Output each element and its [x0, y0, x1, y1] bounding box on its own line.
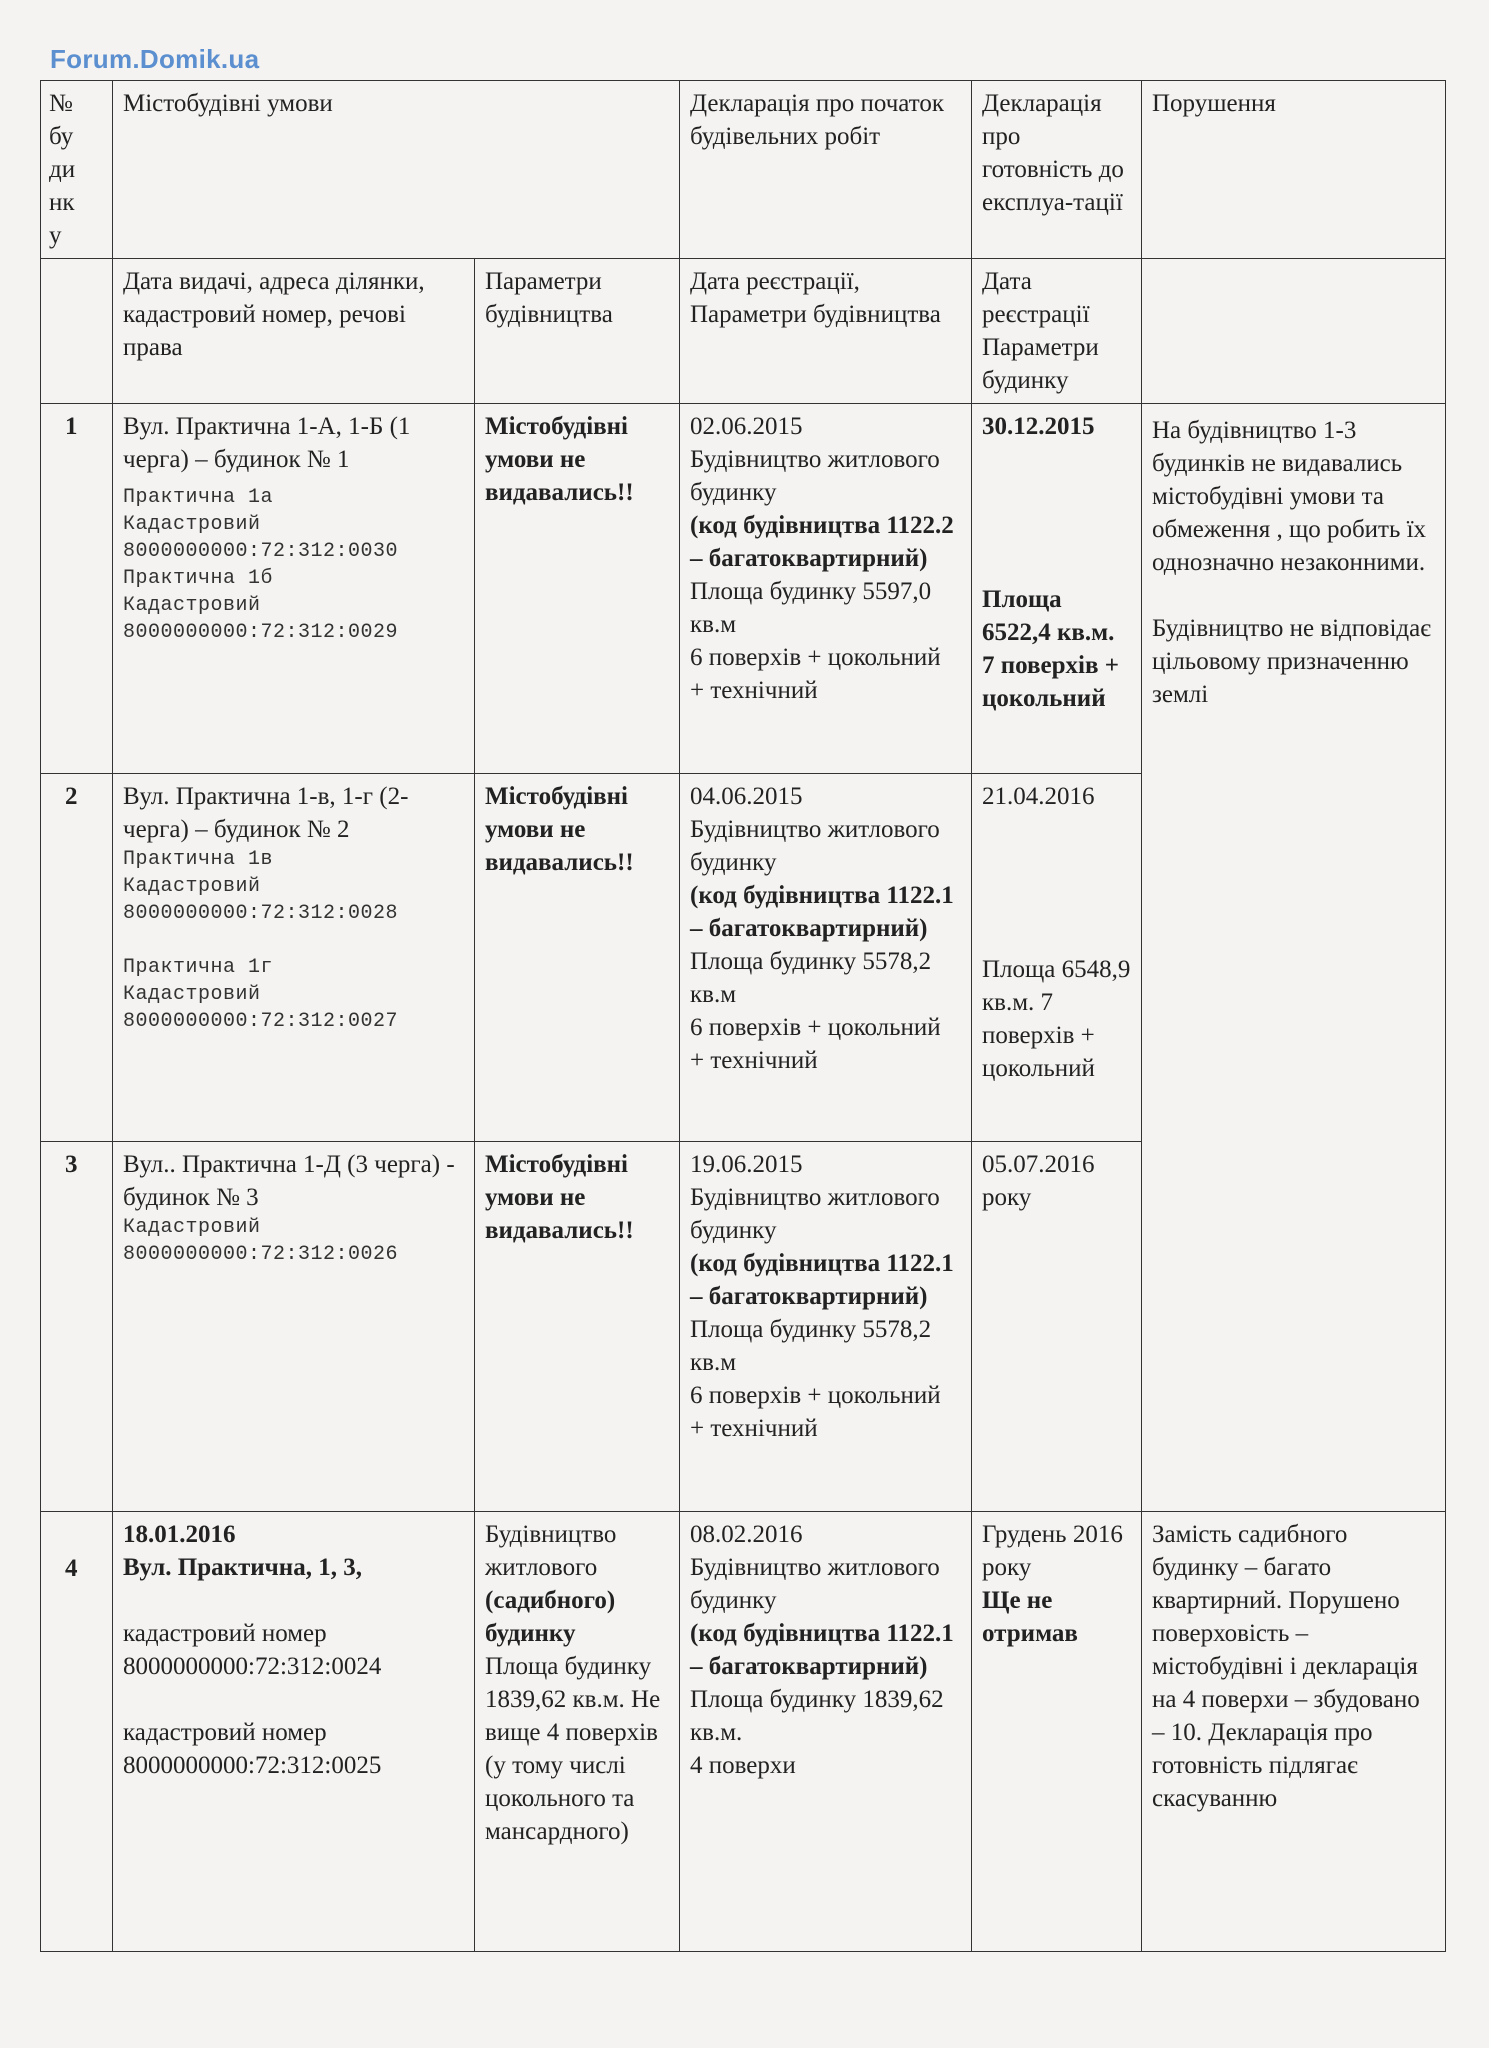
header-violations: Порушення	[1142, 81, 1446, 259]
table-row	[41, 1512, 1446, 1952]
address-cell	[113, 404, 475, 774]
address-text: Вул. Практична 1-в, 1-г (2-черга) – будинок № 2	[123, 783, 409, 843]
cadastral-number: кадастровий номер 8000000000:72:312:0025	[123, 1719, 382, 1779]
cadastral-line: 8000000000:72:312:0028	[123, 902, 399, 925]
start-date: 08.02.2016	[690, 1521, 803, 1548]
violation-text: Будівництво не відповідає цільовому призначенню землі	[1152, 615, 1431, 708]
start-text: Будівництво житлового будинку	[690, 816, 940, 876]
cadastral-line: Кадастровий	[123, 594, 261, 617]
cadastral-line: Практична 1а	[123, 486, 274, 509]
start-area: Площа будинку 5578,2 кв.м	[690, 1316, 932, 1376]
cadastral-line: Практична 1б	[123, 567, 274, 590]
start-declaration-cell	[680, 1142, 972, 1512]
address-text: Вул. Практична 1-А, 1-Б (1 черга) – будинок № 1	[123, 413, 411, 473]
row-number: 2	[41, 774, 113, 1142]
cadastral-line: Кадастровий	[123, 1216, 261, 1239]
start-text: Будівництво житлового будинку	[690, 1184, 940, 1244]
subheader-params: Параметри будівництва	[475, 259, 680, 404]
subheader-empty	[41, 259, 113, 404]
subheader-violations-empty	[1142, 259, 1446, 404]
start-date: 19.06.2015	[690, 1151, 803, 1178]
params-cell: Містобудівні умови не видавались!!	[475, 404, 680, 774]
start-code: (код будівництва 1122.1 – багатоквартирний)	[690, 882, 954, 942]
address-text: Вул. Практична, 1, 3,	[123, 1554, 362, 1581]
address-cell	[113, 774, 475, 1142]
row-number: 3	[41, 1142, 113, 1512]
params-cell	[475, 1512, 680, 1952]
header-start-declaration: Декларація про початок будівельних робіт	[680, 81, 972, 259]
start-declaration-cell	[680, 404, 972, 774]
row-number: 1	[41, 404, 113, 774]
subheader-reg-params: Дата реєстрації, Параметри будівництва	[680, 259, 972, 404]
start-floors: 6 поверхів + цокольний + технічний	[690, 1014, 941, 1074]
start-code: (код будівництва 1122.1 – багатоквартирний)	[690, 1620, 954, 1680]
start-code: (код будівництва 1122.2 – багатоквартирний)	[690, 512, 954, 572]
header-ready-declaration: Декларація про готовність до експлуа-тації	[972, 81, 1142, 259]
violations-cell	[1142, 404, 1446, 1512]
start-area: Площа будинку 5597,0 кв.м	[690, 578, 932, 638]
ready-date: 30.12.2015	[982, 413, 1095, 440]
violations-cell: Замість садибного будинку – багато квартирний. Порушено поверховість – містобудівні і декларація на 4 поверхи – збудовано – 10. Декларація про готовність підлягає скасуванню	[1142, 1512, 1446, 1952]
start-date: 04.06.2015	[690, 783, 803, 810]
cadastral-line: 8000000000:72:312:0029	[123, 621, 399, 644]
params-text: Будівництво житлового	[485, 1521, 617, 1581]
cadastral-line: Практична 1г	[123, 956, 274, 979]
header-conditions: Містобудівні умови	[113, 81, 680, 259]
row-number: 4	[41, 1512, 113, 1952]
document-page	[40, 80, 1445, 1952]
start-code: (код будівництва 1122.1 – багатоквартирний)	[690, 1250, 954, 1310]
cadastral-line: Кадастровий	[123, 875, 261, 898]
header-num: № бу ди нк у	[41, 81, 113, 259]
ready-declaration-cell	[972, 1142, 1142, 1512]
ready-status: Ще не отримав	[982, 1587, 1078, 1647]
subheader-issue: Дата видачі, адреса ділянки, кадастровий номер, речові права	[113, 259, 475, 404]
ready-declaration-cell	[972, 404, 1142, 774]
ready-date: 05.07.2016 року	[982, 1151, 1095, 1211]
start-date: 02.06.2015	[690, 413, 803, 440]
subheader-row	[41, 259, 1446, 404]
cadastral-line: 8000000000:72:312:0027	[123, 1010, 399, 1033]
cadastral-line: Кадастровий	[123, 513, 261, 536]
start-floors: 4 поверхи	[690, 1752, 796, 1779]
cadastral-line: Кадастровий	[123, 983, 261, 1006]
start-text: Будівництво житлового будинку	[690, 1554, 940, 1614]
ready-params: Площа 6522,4 кв.м. 7 поверхів + цокольний	[982, 586, 1119, 712]
issue-date: 18.01.2016	[123, 1521, 236, 1548]
header-row	[41, 81, 1446, 259]
start-declaration-cell	[680, 774, 972, 1142]
cadastral-line: Практична 1в	[123, 848, 274, 871]
subheader-reg-house: Дата реєстрації Параметри будинку	[972, 259, 1142, 404]
table-row	[41, 404, 1446, 774]
address-cell	[113, 1512, 475, 1952]
address-text: Вул.. Практична 1-Д (3 черга) - будинок № 3	[123, 1151, 455, 1211]
start-area: Площа будинку 5578,2 кв.м	[690, 948, 932, 1008]
cadastral-line: 8000000000:72:312:0030	[123, 540, 399, 563]
start-area: Площа будинку 1839,62 кв.м.	[690, 1686, 944, 1746]
ready-date: 21.04.2016	[982, 783, 1095, 810]
construction-table	[40, 80, 1446, 1952]
params-bold: (садибного) будинку	[485, 1587, 616, 1647]
watermark-logo: Forum.Domik.ua	[50, 44, 260, 74]
address-cell	[113, 1142, 475, 1512]
ready-params: Площа 6548,9 кв.м. 7 поверхів + цокольний	[982, 956, 1131, 1082]
ready-declaration-cell	[972, 774, 1142, 1142]
ready-date: Грудень 2016 року	[982, 1521, 1123, 1581]
start-text: Будівництво житлового будинку	[690, 446, 940, 506]
params-cell: Містобудівні умови не видавались!!	[475, 774, 680, 1142]
cadastral-number: кадастровий номер 8000000000:72:312:0024	[123, 1620, 382, 1680]
cadastral-line: 8000000000:72:312:0026	[123, 1243, 399, 1266]
ready-declaration-cell	[972, 1512, 1142, 1952]
violation-text: На будівництво 1-3 будинків не видавались містобудівні умови та обмеження , що робить їх однозначно незаконними.	[1152, 417, 1427, 576]
params-cell: Містобудівні умови не видавались!!	[475, 1142, 680, 1512]
start-declaration-cell	[680, 1512, 972, 1952]
start-floors: 6 поверхів + цокольний + технічний	[690, 1382, 941, 1442]
params-rest: Площа будинку 1839,62 кв.м. Не вище 4 поверхів (у тому числі цокольного та мансардного)	[485, 1653, 661, 1845]
start-floors: 6 поверхів + цокольний + технічний	[690, 644, 941, 704]
